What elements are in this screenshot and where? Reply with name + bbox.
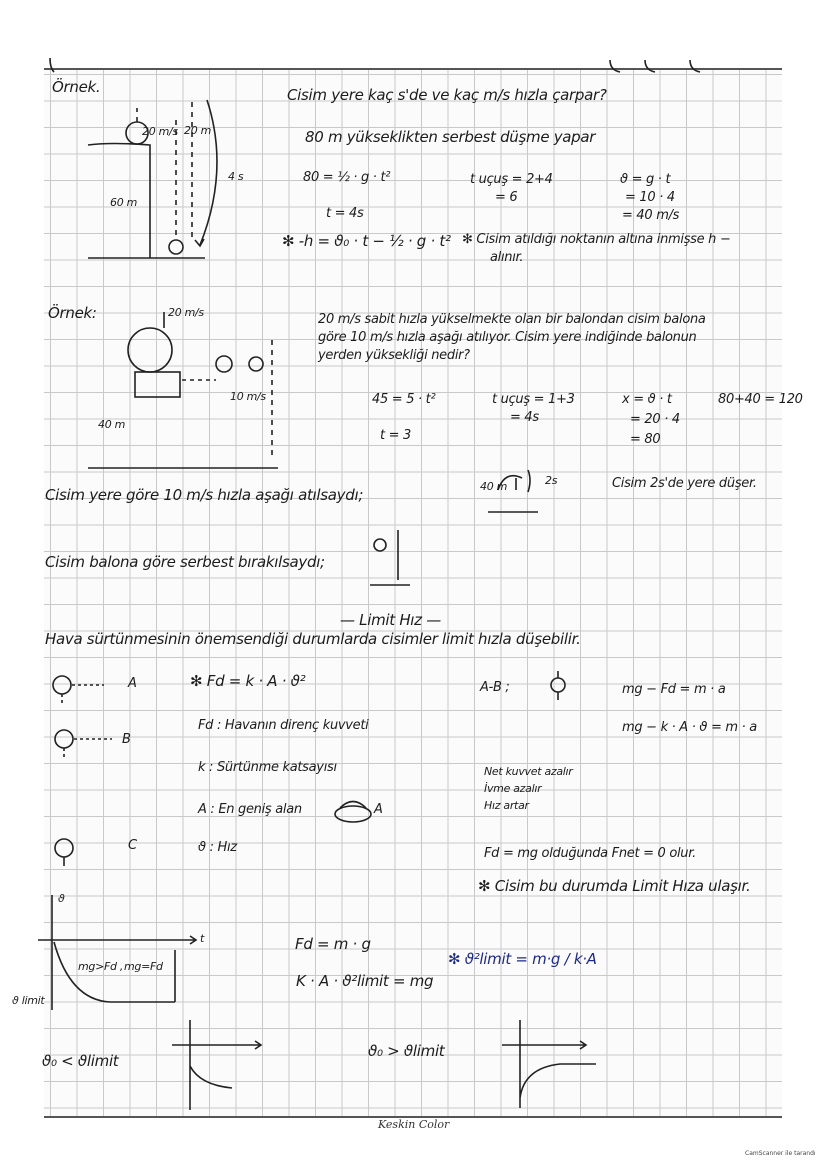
example2-problem-1: 20 m/s sabit hızla yükselmekte olan bir balondan cisim balona bbox=[318, 312, 706, 327]
diagram2-time: 2s bbox=[545, 474, 558, 487]
example1-question: Cisim yere kaç s'de ve kaç m/s hızla çarpar? bbox=[287, 86, 607, 104]
tabs-marks bbox=[50, 58, 700, 72]
graph1-axis-v: ϑ bbox=[58, 892, 65, 905]
conclusion: ✻ Cisim bu durumda Limit Hıza ulaşır. bbox=[478, 877, 751, 895]
example1-flight-1: t uçuş = 2+4 bbox=[470, 172, 553, 187]
label-a: A bbox=[128, 676, 137, 691]
limit-title: — Limit Hız — bbox=[340, 611, 441, 629]
example1-heading: Örnek. bbox=[52, 78, 101, 96]
example2-x-2: = 20 · 4 bbox=[630, 412, 680, 427]
diagram1-height-top: 20 m bbox=[184, 124, 212, 137]
def-a-mark: A bbox=[374, 802, 383, 817]
label-b: B bbox=[122, 732, 131, 747]
case-less: ϑ₀ < ϑlimit bbox=[42, 1052, 119, 1070]
graph1-ylabel: ϑ limit bbox=[12, 994, 45, 1007]
example1-vel-3: = 40 m/s bbox=[622, 208, 680, 223]
def-fd: Fd : Havanın direnç kuvveti bbox=[198, 718, 369, 733]
diagram1-height: 60 m bbox=[110, 196, 138, 209]
vlimit-formula: ✻ ϑ²limit = m·g / k·A bbox=[448, 950, 597, 968]
example2-eq1-result: t = 3 bbox=[380, 428, 412, 443]
label-c: C bbox=[128, 838, 137, 853]
def-a: A : En geniş alan bbox=[198, 802, 302, 817]
notebook-brand: Keskin Color bbox=[378, 1118, 450, 1131]
graph1-axis-t: t bbox=[200, 932, 205, 945]
effect-1: Net kuvvet azalır bbox=[484, 765, 573, 778]
example1-vel-1: ϑ = g · t bbox=[620, 172, 671, 187]
def-v: ϑ : Hız bbox=[198, 840, 237, 855]
example1-eq1-result: t = 4s bbox=[326, 206, 364, 221]
example1-flight-2: = 6 bbox=[495, 190, 518, 205]
example2-case-down: Cisim yere göre 10 m/s hızla aşağı atılsaydı; bbox=[45, 486, 364, 504]
effect-2: İvme azalır bbox=[484, 782, 542, 795]
example1-note-1: ✻ Cisim atıldığı noktanın altına inmişse h − bbox=[462, 232, 731, 247]
def-k: k : Sürtünme katsayısı bbox=[198, 760, 337, 775]
example1-statement: 80 m yükseklikten serbest düşme yapar bbox=[305, 128, 596, 146]
diagram2-balloon-speed: 20 m/s bbox=[168, 306, 204, 319]
example2-problem-3: yerden yüksekliği nedir? bbox=[318, 348, 470, 363]
limit-intro: Hava sürtünmesinin önemsendiği durumlarda cisimler limit hızla düşebilir. bbox=[45, 630, 581, 648]
eq-ab-1: mg − Fd = m · a bbox=[622, 682, 726, 697]
eq-fd: Fd = m · g bbox=[295, 935, 371, 953]
case-greater: ϑ₀ > ϑlimit bbox=[368, 1042, 445, 1060]
scanner-watermark: CamScanner ile tarandı bbox=[745, 1150, 816, 1157]
effect-3: Hız artar bbox=[484, 799, 529, 812]
example1-vel-2: = 10 · 4 bbox=[625, 190, 675, 205]
diagram1-speed: 20 m/s bbox=[142, 125, 178, 138]
example2-x-1: x = ϑ · t bbox=[622, 392, 672, 407]
example2-eq1: 45 = 5 · t² bbox=[372, 392, 436, 407]
example2-x-3: = 80 bbox=[630, 432, 661, 447]
example1-formula: ✻ -h = ϑ₀ · t − ½ · g · t² bbox=[282, 232, 451, 250]
example2-flight-2: = 4s bbox=[510, 410, 539, 425]
example1-note-2: alınır. bbox=[490, 250, 524, 265]
eq-ab-2: mg − k · A · ϑ = m · a bbox=[622, 720, 757, 735]
example2-case-down-result: Cisim 2s'de yere düşer. bbox=[612, 476, 757, 491]
example2-heading: Örnek: bbox=[48, 304, 97, 322]
small-diagram bbox=[370, 470, 538, 585]
diagram1-time: 4 s bbox=[228, 170, 244, 183]
example2-flight-1: t uçuş = 1+3 bbox=[492, 392, 575, 407]
graph1-region2: mg=Fd bbox=[124, 960, 163, 973]
diagram2-down-speed: 10 m/s bbox=[230, 390, 266, 403]
diagram2-small-height: 40 m bbox=[480, 480, 508, 493]
eq-kav: K · A · ϑ²limit = mg bbox=[296, 972, 434, 990]
velocity-graph-2 bbox=[172, 1020, 261, 1110]
example2-problem-2: göre 10 m/s hızla aşağı atılıyor. Cisim yere indiğinde balonun bbox=[318, 330, 697, 345]
example2-case-free: Cisim balona göre serbest bırakılsaydı; bbox=[45, 553, 325, 571]
example2-sum: 80+40 = 120 bbox=[718, 392, 803, 407]
graph1-region1: mg>Fd , bbox=[78, 960, 124, 973]
diagram2-height: 40 m bbox=[98, 418, 126, 431]
example1-eq1: 80 = ½ · g · t² bbox=[303, 170, 391, 185]
balance: Fd = mg olduğunda Fnet = 0 olur. bbox=[484, 846, 696, 861]
velocity-graph-1 bbox=[38, 895, 196, 1010]
velocity-graph-3 bbox=[502, 1020, 596, 1108]
ab-label: A-B ; bbox=[480, 680, 510, 695]
force-formula: ✻ Fd = k · A · ϑ² bbox=[190, 672, 306, 690]
